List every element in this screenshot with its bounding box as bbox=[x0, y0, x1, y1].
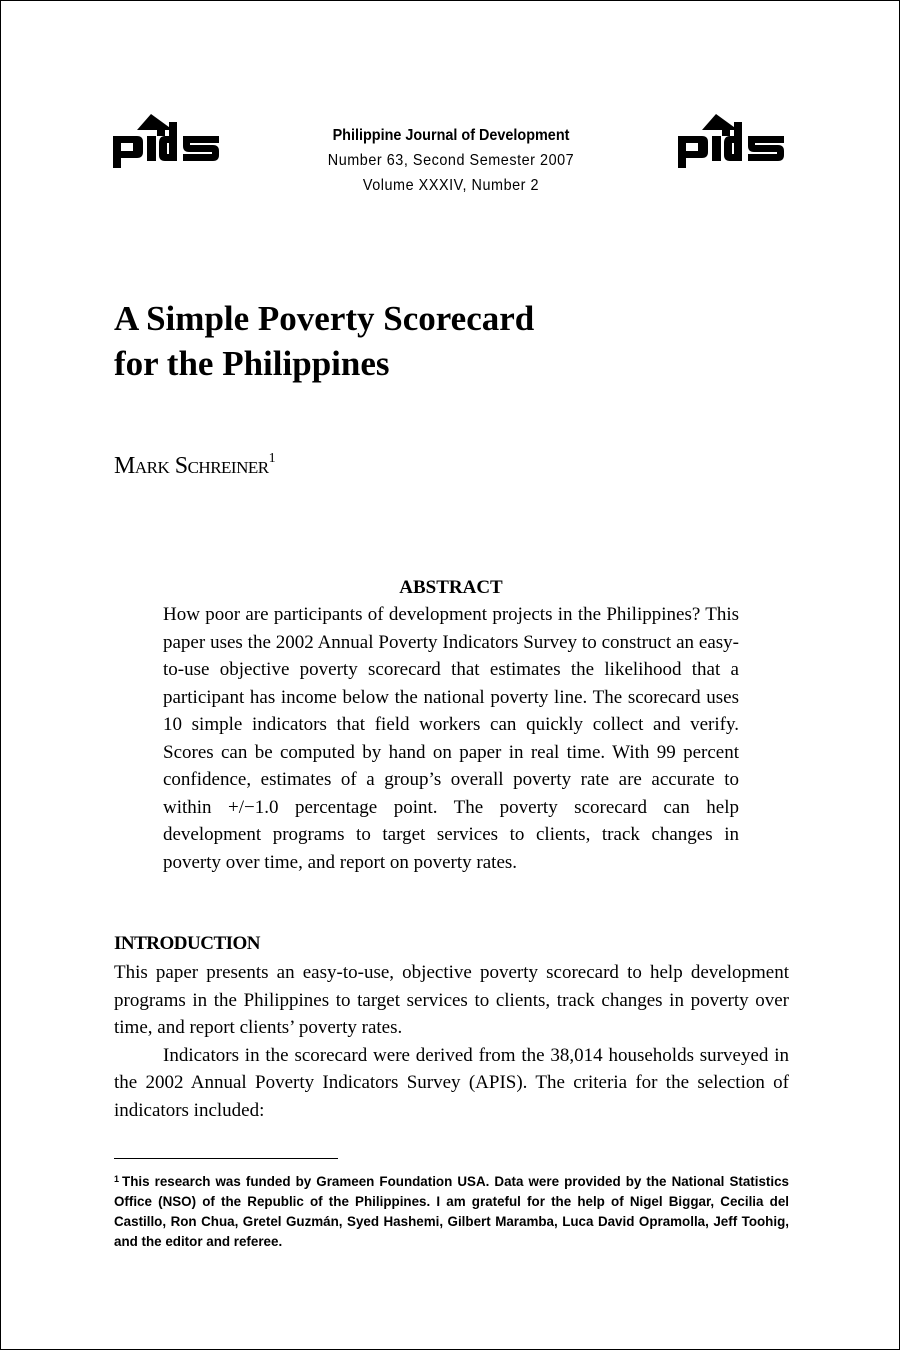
journal-header bbox=[271, 123, 631, 198]
title-line-2: for the Philippines bbox=[114, 344, 390, 383]
pids-logo-left bbox=[113, 114, 225, 170]
title-line-1: A Simple Poverty Scorecard bbox=[114, 299, 535, 338]
pids-logo-icon bbox=[678, 114, 790, 170]
introduction-heading: INTRODUCTION bbox=[114, 933, 261, 954]
author-footnote-mark[interactable]: 1 bbox=[268, 451, 276, 466]
volume-line: Volume XXXIV, Number 2 bbox=[362, 177, 540, 194]
pids-logo-icon bbox=[113, 114, 225, 170]
footnote bbox=[114, 1169, 789, 1252]
introduction-paragraph-1: This paper presents an easy-to-use, objective poverty scorecard to help development programs in the Philippines to target services to clients, track changes in poverty over time, and report clients’ poverty rates. bbox=[114, 962, 789, 1038]
footnote-text: This research was funded by Grameen Foundation USA. Data were provided by the National Statistics Office (NSO) of the Republic of the Philippines. I am grateful for the help of Nigel Biggar, Cecilia del Castillo, Ron Chua, Gretel Guzmán, Syed Hashemi, Gilbert Maramba, Luca David Opramolla, Jeff Toohig, and the editor and referee. bbox=[114, 1174, 789, 1249]
author-byline bbox=[114, 453, 275, 480]
author-name: Mark Schreiner bbox=[114, 453, 269, 479]
abstract-heading: ABSTRACT bbox=[399, 577, 503, 598]
footnote-mark: 1 bbox=[114, 1174, 120, 1184]
issue-line: Number 63, Second Semester 2007 bbox=[327, 152, 575, 169]
introduction-body bbox=[114, 959, 789, 1124]
footnote-divider bbox=[114, 1158, 338, 1159]
paper-title bbox=[114, 296, 714, 386]
pids-logo-right bbox=[678, 114, 790, 170]
abstract-text: How poor are participants of development projects in the Philippines? This paper uses the 2002 Annual Poverty Indicators Survey to construct an easy-to-use objective poverty scorecard that estimates the likelihood that a participant has income below the national poverty line. The scorecard uses 10 simple indicators that field workers can quickly collect and verify. Scores can be computed by hand on paper in real time. With 99 percent confidence, estimates of a group’s overall poverty rate are accurate to within +/−1.0 percentage point. The poverty scorecard can help development programs to target services to clients, track changes in poverty over time, and report on poverty rates. bbox=[163, 604, 739, 873]
journal-name: Philippine Journal of Development bbox=[332, 127, 570, 144]
introduction-paragraph-2: Indicators in the scorecard were derived from the 38,014 households surveyed in the 2002 Annual Poverty Indicators Survey (APIS). The criteria for the selection of indicators included: bbox=[114, 1044, 789, 1121]
